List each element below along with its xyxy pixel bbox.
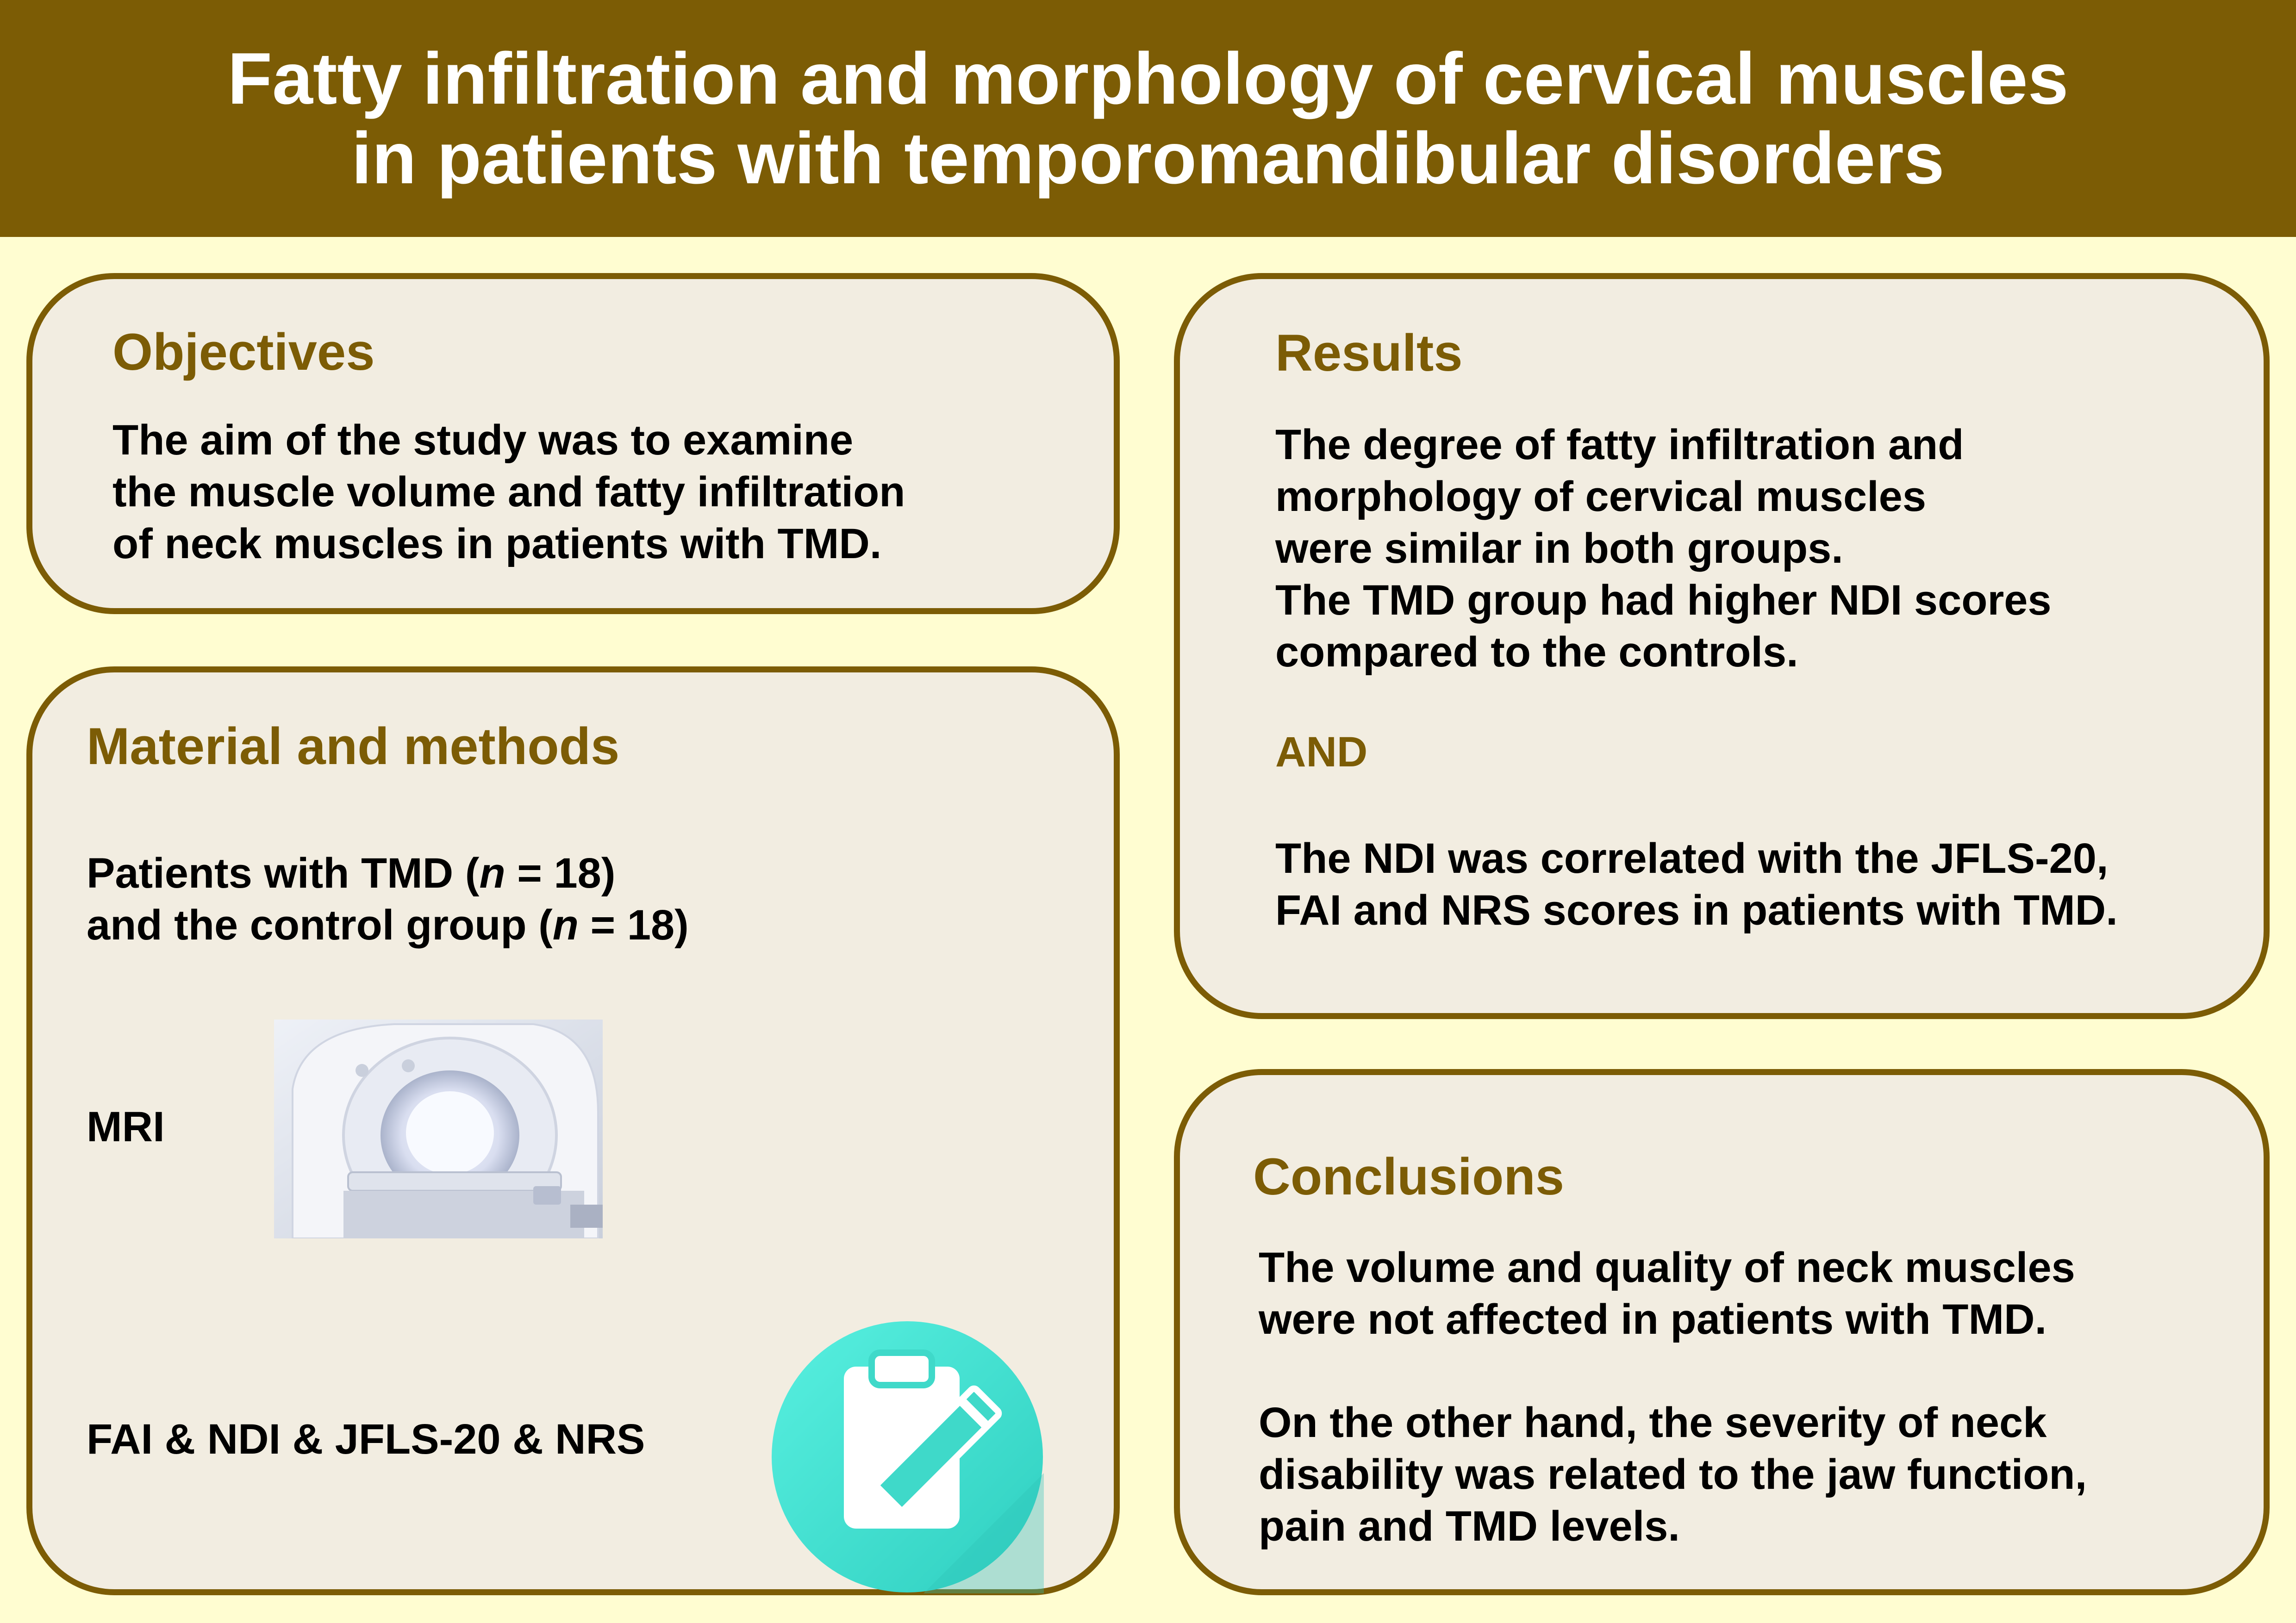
conclusions-text-a [1259,1242,2075,1345]
results-text-b [1275,833,2118,936]
mri-scanner-illustration [274,1020,603,1238]
results-line: FAI and NRS scores in patients with TMD. [1275,887,2118,934]
groups-line-control [87,899,689,951]
objectives-text [112,414,905,570]
clipboard-pencil-graphic [771,1320,1044,1593]
results-heading: Results [1275,324,1463,382]
title-line-2: in patients with temporomandibular disorders [351,118,1945,199]
objectives-line: the muscle volume and fatty infiltration [112,468,905,516]
n-symbol: n [479,850,505,897]
conclusions-panel [1174,1069,2270,1595]
objectives-heading: Objectives [112,323,375,381]
conclusions-line: were not affected in patients with TMD. [1259,1296,2047,1343]
results-line: were similar in both groups. [1275,525,1843,572]
results-line: The degree of fatty infiltration and [1275,421,1964,468]
results-line: morphology of cervical muscles [1275,473,1927,520]
methods-groups [87,847,689,951]
groups-line-control-prefix: and the control group ( [87,902,553,949]
conclusions-heading: Conclusions [1253,1148,1565,1206]
conclusions-line: pain and TMD levels. [1259,1503,1680,1550]
conclusions-text-b [1259,1397,2087,1552]
methods-heading: Material and methods [87,717,620,775]
groups-line-tmd-suffix: = 18) [505,850,616,897]
n-symbol: n [552,902,579,949]
objectives-panel [26,273,1120,614]
groups-line-tmd-prefix: Patients with TMD ( [87,850,480,897]
groups-line-control-suffix: = 18) [579,902,689,949]
groups-line-tmd [87,847,689,899]
header-banner [0,0,2296,237]
questionnaires-label: FAI & NDI & JFLS-20 & NRS [87,1416,645,1463]
results-line: The NDI was correlated with the JFLS-20, [1275,835,2109,882]
methods-panel [26,666,1120,1595]
title-line-1: Fatty infiltration and morphology of cervical muscles [227,38,2069,119]
clipboard-pencil-icon [771,1320,1044,1593]
results-panel [1174,273,2270,1019]
results-connector: AND [1275,728,1368,776]
mri-scanner-photo [274,1020,603,1238]
objectives-line: of neck muscles in patients with TMD. [112,520,882,567]
conclusions-line: On the other hand, the severity of neck [1259,1399,2047,1446]
conclusions-line: disability was related to the jaw function, [1259,1451,2087,1498]
results-text-a [1275,419,2052,678]
mri-label: MRI [87,1103,165,1150]
objectives-line: The aim of the study was to examine [112,417,854,464]
conclusions-line: The volume and quality of neck muscles [1259,1244,2075,1291]
results-line: compared to the controls. [1275,628,1798,676]
results-line: The TMD group had higher NDI scores [1275,577,2052,624]
